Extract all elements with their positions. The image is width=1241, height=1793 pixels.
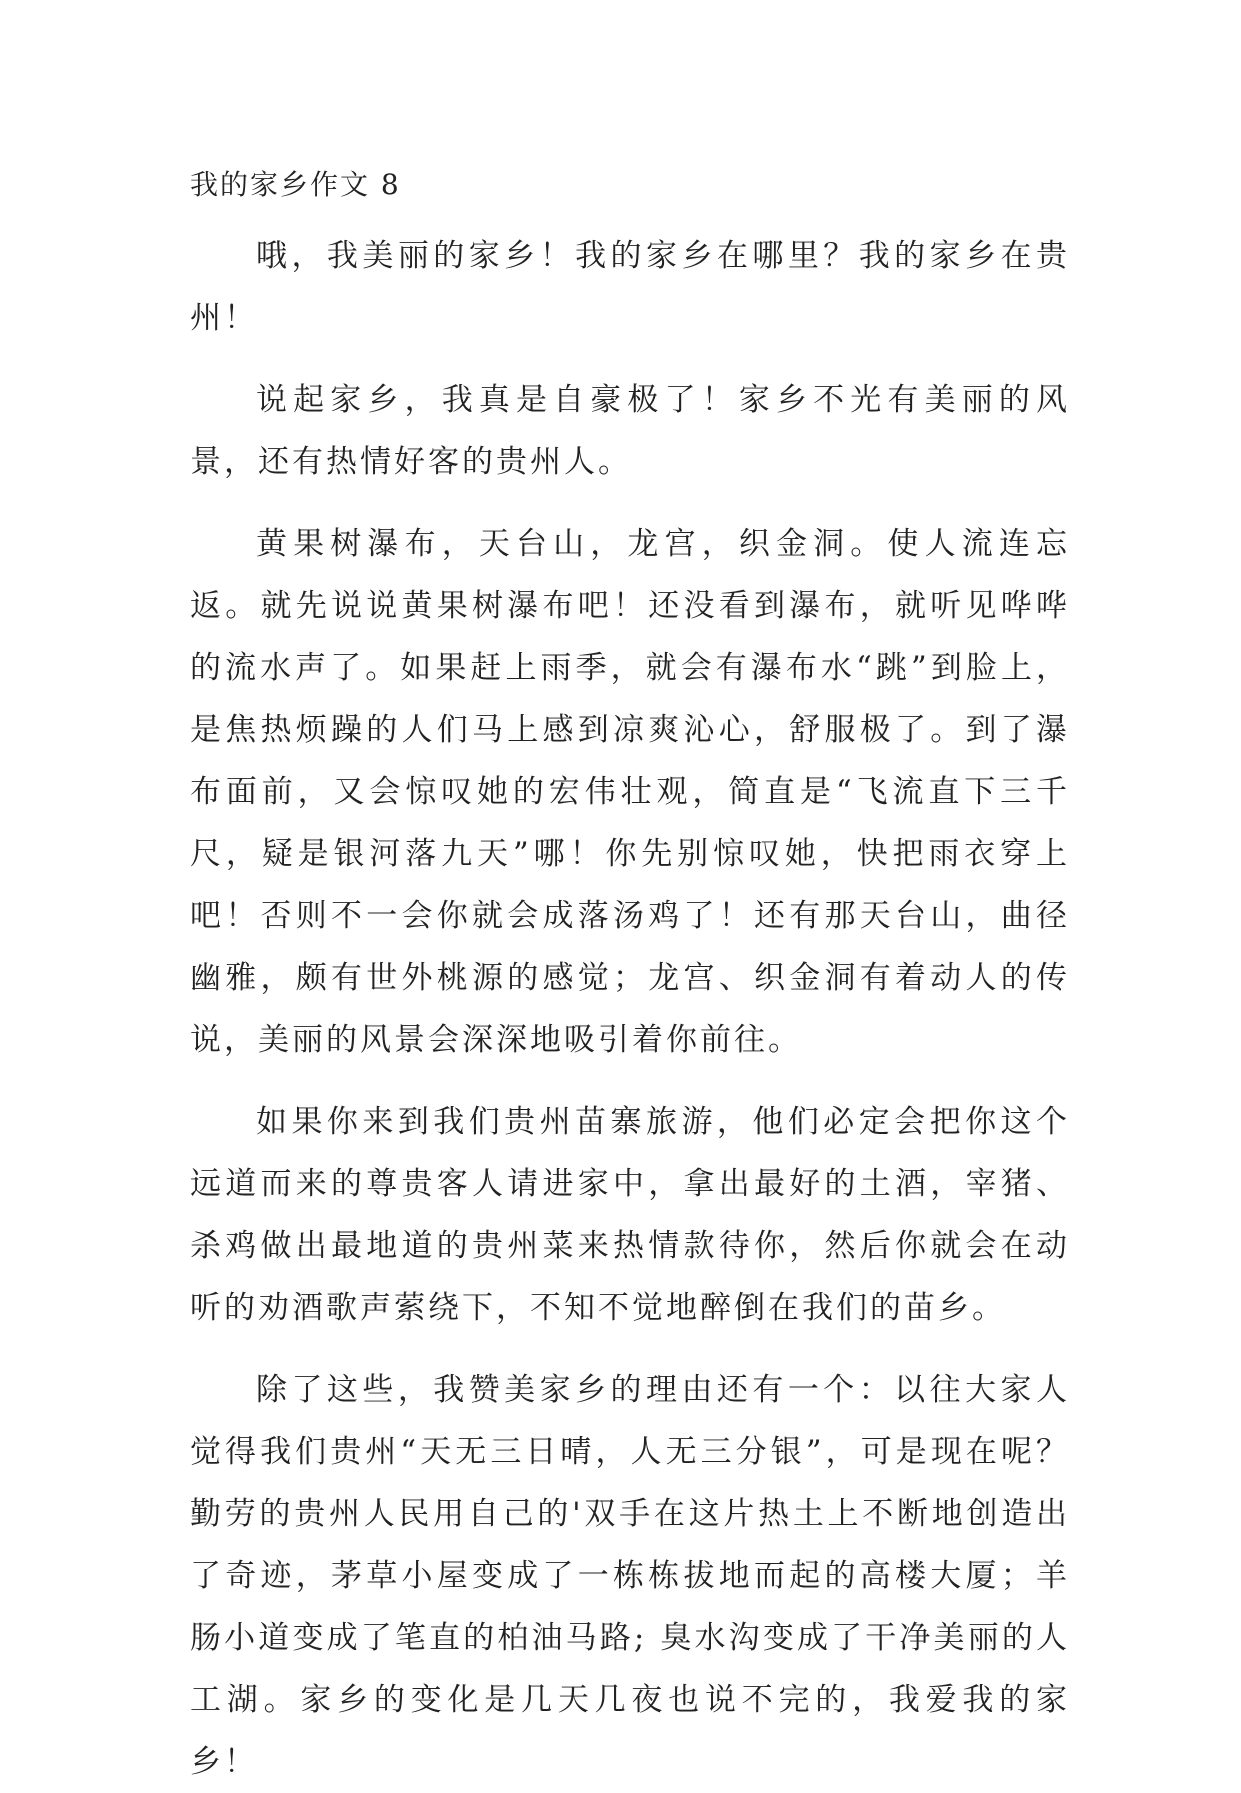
paragraph-intro: 哦，我美丽的家乡！我的家乡在哪里？我的家乡在贵州！ xyxy=(190,238,1070,336)
document-title: 我的家乡作文 8 xyxy=(190,168,401,201)
paragraph-scenery: 黄果树瀑布，天台山，龙宫，织金洞。使人流连忘返。就先说说黄果树瀑布吧！还没看到瀑布，就听见哗哗的流水声了。如果赶上雨季，就会有瀑布水“跳”到脸上，是焦热烦躁的人们马上感到凉爽沁心，舒服极了。到了瀑布面前，又会惊叹她的宏伟壮观，简直是“飞流直下三千尺，疑是银河落九天”哪！你先别惊叹她，快把雨衣穿上吧！否则不一会你就会成落汤鸡了！还有那天台山，曲径幽雅，颇有世外桃源的感觉；龙宫、织金洞有着动人的传说，美丽的风景会深深地吸引着你前往。 xyxy=(190,526,1070,1058)
paragraph-pride: 说起家乡，我真是自豪极了！家乡不光有美丽的风景，还有热情好客的贵州人。 xyxy=(190,382,1070,480)
document-body xyxy=(190,165,1070,1793)
paragraph-changes: 除了这些，我赞美家乡的理由还有一个：以往大家人觉得我们贵州“天无三日晴，人无三分银”，可是现在呢？勤劳的贵州人民用自己的'双手在这片热土上不断地创造出了奇迹，茅草小屋变成了一栋栋拔地而起的高楼大厦；羊肠小道变成了笔直的柏油马路; 臭水沟变成了干净美丽的人工湖。家乡的变化是几天几夜也说不完的，我爱我的家乡！ xyxy=(190,1372,1070,1780)
paragraph-hospitality: 如果你来到我们贵州苗寨旅游，他们必定会把你这个远道而来的尊贵客人请进家中，拿出最好的土酒，宰猪、杀鸡做出最地道的贵州菜来热情款待你，然后你就会在动听的劝酒歌声萦绕下，不知不觉地醉倒在我们的苗乡。 xyxy=(190,1104,1070,1326)
